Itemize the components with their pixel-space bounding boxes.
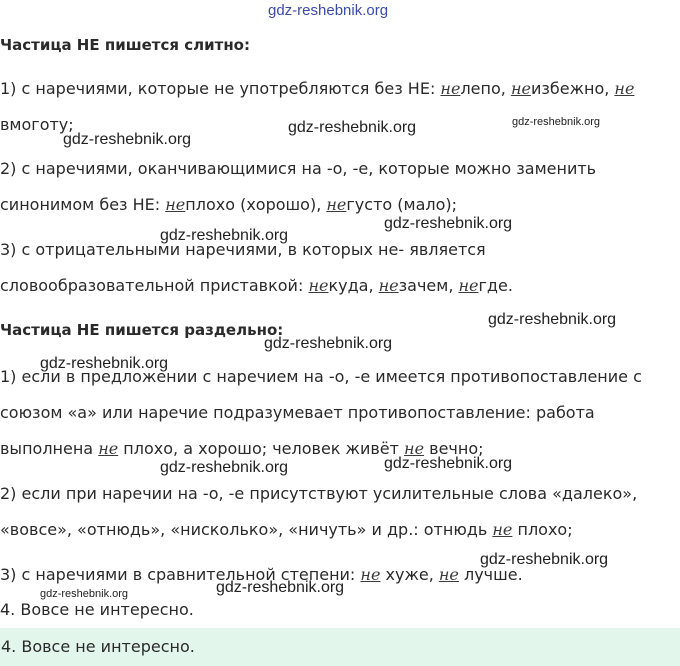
text: синонимом без НЕ: (0, 195, 166, 214)
watermark: gdz-reshebnik.org (384, 215, 513, 232)
text: где. (478, 276, 513, 295)
text: избежно, (530, 79, 615, 98)
text: 3) с отрицательными наречиями, в которых не- является (0, 240, 486, 259)
answer-box (0, 628, 680, 666)
particle-ne: не (614, 79, 635, 98)
rule-line (0, 484, 637, 503)
text: выполнена (0, 439, 99, 458)
text: плохо; (512, 520, 573, 539)
text: хуже, (380, 565, 439, 584)
watermark: gdz-reshebnik.org (512, 116, 601, 128)
answer-text: 4. Вовсе не интересно. (0, 600, 194, 619)
text: зачем, (398, 276, 459, 295)
text: 2) если при наречии на -о, -е присутствуют усилительные слова «далеко», (0, 484, 638, 503)
rule-line (0, 520, 573, 539)
watermark: gdz-reshebnik.org (160, 227, 289, 244)
text: куда, (328, 276, 379, 295)
watermark: gdz-reshebnik.org (40, 588, 129, 600)
watermark: gdz-reshebnik.org (40, 355, 169, 372)
watermark: gdz-reshebnik.org (288, 119, 417, 136)
rule-line (0, 159, 596, 178)
answer-box-text: 4. Вовсе не интересно. (1, 637, 195, 656)
particle-ne: не (510, 79, 531, 98)
watermark: gdz-reshebnik.org (160, 459, 289, 476)
particle-ne: не (440, 79, 461, 98)
rule-line (0, 439, 484, 458)
text: вмоготу; (0, 115, 74, 134)
rule-line (0, 276, 513, 295)
particle-ne: не (492, 520, 513, 539)
text: союзом «а» или наречие подразумевает противопоставление: работа (0, 403, 595, 422)
text: лучше. (458, 565, 523, 584)
rule-line (0, 565, 523, 584)
particle-ne: не (378, 276, 399, 295)
watermark: gdz-reshebnik.org (488, 311, 617, 328)
section-heading-separate: Частица НЕ пишется раздельно: (0, 321, 284, 339)
rule-line (0, 240, 486, 259)
text: 1) если в предложении с наречием на -о, -е имеется противопоставление с (0, 367, 642, 386)
rule-line (0, 195, 457, 214)
watermark: gdz-reshebnik.org (264, 335, 393, 352)
text: вечно; (424, 439, 484, 458)
particle-ne: не (98, 439, 119, 458)
watermark: gdz-reshebnik.org (63, 131, 192, 148)
watermark: gdz-reshebnik.org (480, 551, 609, 568)
particle-ne: не (326, 195, 347, 214)
particle-ne: не (308, 276, 329, 295)
text: 3) с наречиями в сравнительной степени: (0, 565, 361, 584)
rule-line (0, 403, 595, 422)
watermark: gdz-reshebnik.org (384, 455, 513, 472)
rule-line (0, 367, 642, 386)
text: словообразовательной приставкой: (0, 276, 309, 295)
rule-line (0, 115, 74, 134)
rule-line (0, 79, 634, 98)
text: «вовсе», «отнюдь», «нисколько», «ничуть» и др.: отнюдь (0, 520, 493, 539)
watermark: gdz-reshebnik.org (216, 579, 345, 596)
text: 2) с наречиями, оканчивающимися на -о, -е, которые можно заменить (0, 159, 597, 178)
particle-ne: не (360, 565, 381, 584)
section-heading-together: Частица НЕ пишется слитно: (0, 36, 250, 54)
text: плохо, а хорошо; человек живёт (118, 439, 405, 458)
particle-ne: не (438, 565, 459, 584)
particle-ne: не (165, 195, 186, 214)
text: 1) с наречиями, которые не употребляются без НЕ: (0, 79, 441, 98)
text: плохо (хорошо), (185, 195, 327, 214)
watermark-top: gdz-reshebnik.org (268, 2, 389, 19)
particle-ne: не (404, 439, 425, 458)
text: лепо, (460, 79, 511, 98)
text: густо (мало); (346, 195, 458, 214)
particle-ne: не (458, 276, 479, 295)
